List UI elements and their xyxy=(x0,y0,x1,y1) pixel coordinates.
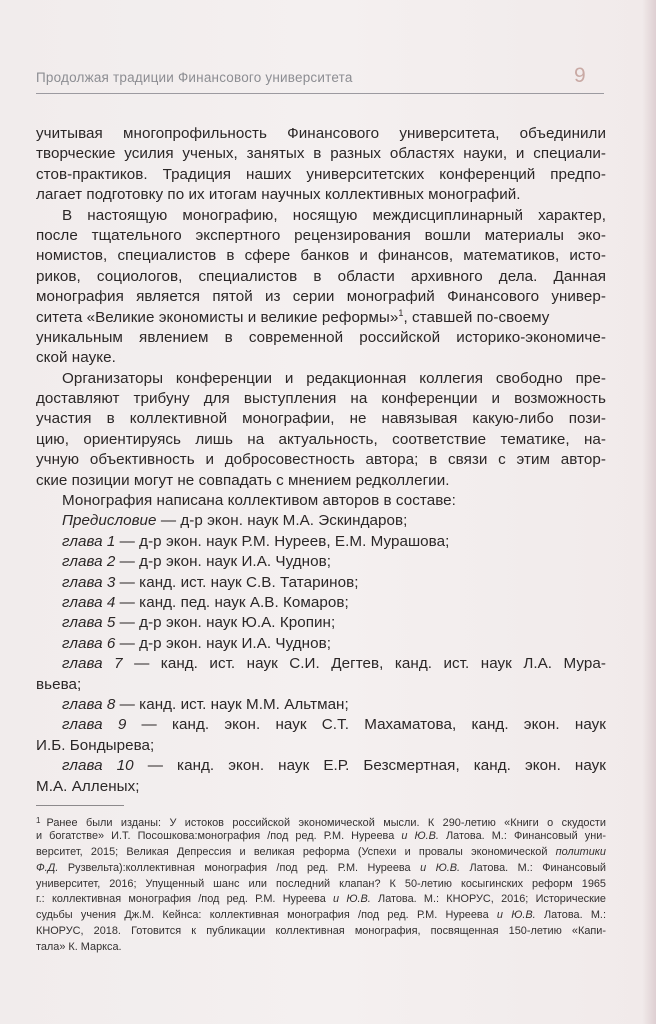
text-line: Организаторы конференции и редакционная коллегия свободно пре- xyxy=(62,369,606,387)
footnote-line xyxy=(36,845,606,861)
text-line: доставляют трибуну для выступления на конференции и возможность xyxy=(36,390,606,408)
text-line: уникальным явлением в современной российской историко-экономиче- xyxy=(36,328,606,346)
text-line: стов-практиков. Традиция наших университетских конференций предпо- xyxy=(36,165,606,183)
author-entry xyxy=(36,593,606,613)
footnote xyxy=(36,813,606,956)
author-entry-text: — д-р экон. наук М.А. Эскиндаров; xyxy=(156,512,408,530)
footnote-text: университет, 2016; Упущенный шанс или последний клапан? К 50-летию косыгинских реформ 1965 xyxy=(36,877,606,890)
author-entry xyxy=(36,695,606,715)
author-entry-label: глава 6 xyxy=(62,634,116,652)
footnote-italic-text: Ф.Д. xyxy=(36,861,59,874)
text-line: учную объективность и добросовестность автора; в связи с этим автор- xyxy=(36,451,606,469)
author-entry-label: глава 9 xyxy=(62,716,127,734)
author-entry-text: — канд. ист. наук С.В. Татаринов; xyxy=(115,573,359,591)
footnote-text: Латова. М.: xyxy=(535,909,606,922)
text-fragment: ситета «Великие экономисты и великие реформы» xyxy=(36,308,399,326)
footnote-line xyxy=(36,829,606,845)
author-entry-continuation: М.А. Алленых; xyxy=(36,777,140,795)
footnote-line xyxy=(36,924,606,940)
footnote-line xyxy=(36,813,606,829)
text-line: В настоящую монографию, носящую междисциплинарный характер, xyxy=(62,206,606,224)
text-fragment: , ставшей по-своему xyxy=(403,308,550,326)
text-line: номистов, специалистов в сфере банков и финансов, математиков, исто- xyxy=(36,247,606,265)
author-entry-label: Предисловие xyxy=(62,512,157,530)
author-entry xyxy=(36,634,606,654)
text-line: участия в коллективной монографии, не навязывая какую-либо пози- xyxy=(36,410,606,428)
footnote-divider xyxy=(36,805,124,806)
author-entry xyxy=(36,552,606,572)
footnote-text: верситет, 2015; Великая Депрессия и великая реформа (Успехи и провалы экономической xyxy=(36,845,556,858)
author-entry-continuation: вьева; xyxy=(36,675,82,693)
author-entry xyxy=(36,715,606,735)
author-entry-label: глава 1 xyxy=(62,532,116,550)
footnote-reference[interactable]: 1 xyxy=(398,307,404,318)
footnote-italic-text: и Ю.В. xyxy=(401,829,439,842)
footnote-text: Латова. М.: Финансовый xyxy=(460,861,606,874)
footnote-text: Латова. М.: Финансовый уни- xyxy=(438,829,606,842)
footnote-line xyxy=(36,940,606,956)
author-entry-text: — канд. экон. наук С.Т. Махаматова, канд. экон. наук xyxy=(126,716,606,734)
text-line: Монография написана коллективом авторов в составе: xyxy=(62,492,456,510)
author-entry-text: — д-р экон. наук Р.М. Нуреев, Е.М. Мурашова; xyxy=(115,532,450,550)
running-header xyxy=(36,64,606,90)
footnote-mark: 1 xyxy=(36,816,41,825)
footnote-text: КНОРУС, 2018. Готовится к публикации коллективная монография, посвященная 150-летию «Капи- xyxy=(36,925,606,938)
footnote-text: Рузвельта):коллективная монография /под ред. Р.М. Нуреева xyxy=(58,861,421,874)
author-entry-text: — д-р экон. наук И.А. Чуднов; xyxy=(115,634,331,652)
author-entry-continuation: И.Б. Бондырева; xyxy=(36,736,155,754)
text-line: учитывая многопрофильность Финансового университета, объединили xyxy=(36,125,606,142)
author-entry xyxy=(36,613,606,633)
authors-list xyxy=(36,511,606,796)
page-edge-shadow xyxy=(642,0,656,1024)
footnote-italic-text: политики xyxy=(555,845,606,858)
author-entry xyxy=(36,654,606,674)
text-line: творческие усилия ученых, занятых в разных областях науки, и специали- xyxy=(36,145,606,163)
header-divider xyxy=(36,93,604,94)
footnote-text: Латова. М.: КНОРУС, 2016; Исторические xyxy=(370,893,606,906)
author-entry xyxy=(36,511,606,531)
author-entry-label: глава 5 xyxy=(62,614,116,632)
author-entry-text: — канд. ист. наук М.М. Альтман; xyxy=(115,695,349,713)
footnote-line xyxy=(36,877,606,893)
author-entry-label: глава 10 xyxy=(62,757,134,775)
author-entry-label: глава 3 xyxy=(62,573,116,591)
footnote-line xyxy=(36,861,606,877)
author-entry-text: — канд. ист. наук С.И. Дегтев, канд. ист. наук Л.А. Мура- xyxy=(122,655,606,673)
footnote-italic-text: и Ю.В. xyxy=(420,861,461,874)
text-line: после тщательного экспертного рецензирования вошли материалы эко- xyxy=(36,226,606,244)
author-entry-text: — д-р экон. наук И.А. Чуднов; xyxy=(115,553,331,571)
author-entry-text: — канд. пед. наук А.В. Комаров; xyxy=(115,593,349,611)
author-entry-text: — д-р экон. наук Ю.А. Кропин; xyxy=(115,614,336,632)
footnote-text: Ранее были изданы: У истоков российской экономической мысли. К 290-летию «Книги о скудости xyxy=(46,817,606,829)
text-line: лагает подготовку по их итогам научных коллективных монографий. xyxy=(36,186,521,204)
footnote-text: тала» К. Маркса. xyxy=(36,941,122,954)
author-entry-label: глава 4 xyxy=(62,593,116,611)
author-entry xyxy=(36,756,606,776)
footnote-line xyxy=(36,892,606,908)
running-header-title: Продолжая традиции Финансового университета xyxy=(36,70,353,85)
author-entry-label: глава 7 xyxy=(62,655,123,673)
footnote-text: г.: коллективная монография /под ред. Р.М. Нуреева xyxy=(36,893,334,906)
text-line: цию, ориентируясь лишь на актуальность, соответствие тематике, на- xyxy=(36,430,606,448)
author-entry xyxy=(36,573,606,593)
author-entry-label: глава 2 xyxy=(62,553,116,571)
author-entry-text: — канд. экон. наук Е.Р. Безсмертная, канд. экон. наук xyxy=(133,757,606,775)
text-line: риков, социологов, специалистов в области архивного дела. Данная xyxy=(36,267,606,285)
text-line xyxy=(36,308,606,328)
main-text xyxy=(36,124,606,797)
author-entry xyxy=(36,532,606,552)
footnote-italic-text: и Ю.В. xyxy=(496,909,536,922)
footnote-line xyxy=(36,908,606,924)
page-number: 9 xyxy=(574,64,586,87)
footnote-text: судьбы учения Дж.М. Кейнса: коллективная монография /под ред. Р.М. Нуреева xyxy=(36,909,497,922)
footnote-text: и богатстве» И.Т. Посошкова:монография /под ред. Р.М. Нуреева xyxy=(36,829,402,842)
text-line: монография является пятой из серии монографий Финансового универ- xyxy=(36,288,606,306)
text-line: ские позиции могут не совпадать с мнением редколлегии. xyxy=(36,471,450,489)
author-entry-label: глава 8 xyxy=(62,695,116,713)
text-line: ской науке. xyxy=(36,349,116,367)
footnote-italic-text: и Ю.В. xyxy=(333,893,371,906)
